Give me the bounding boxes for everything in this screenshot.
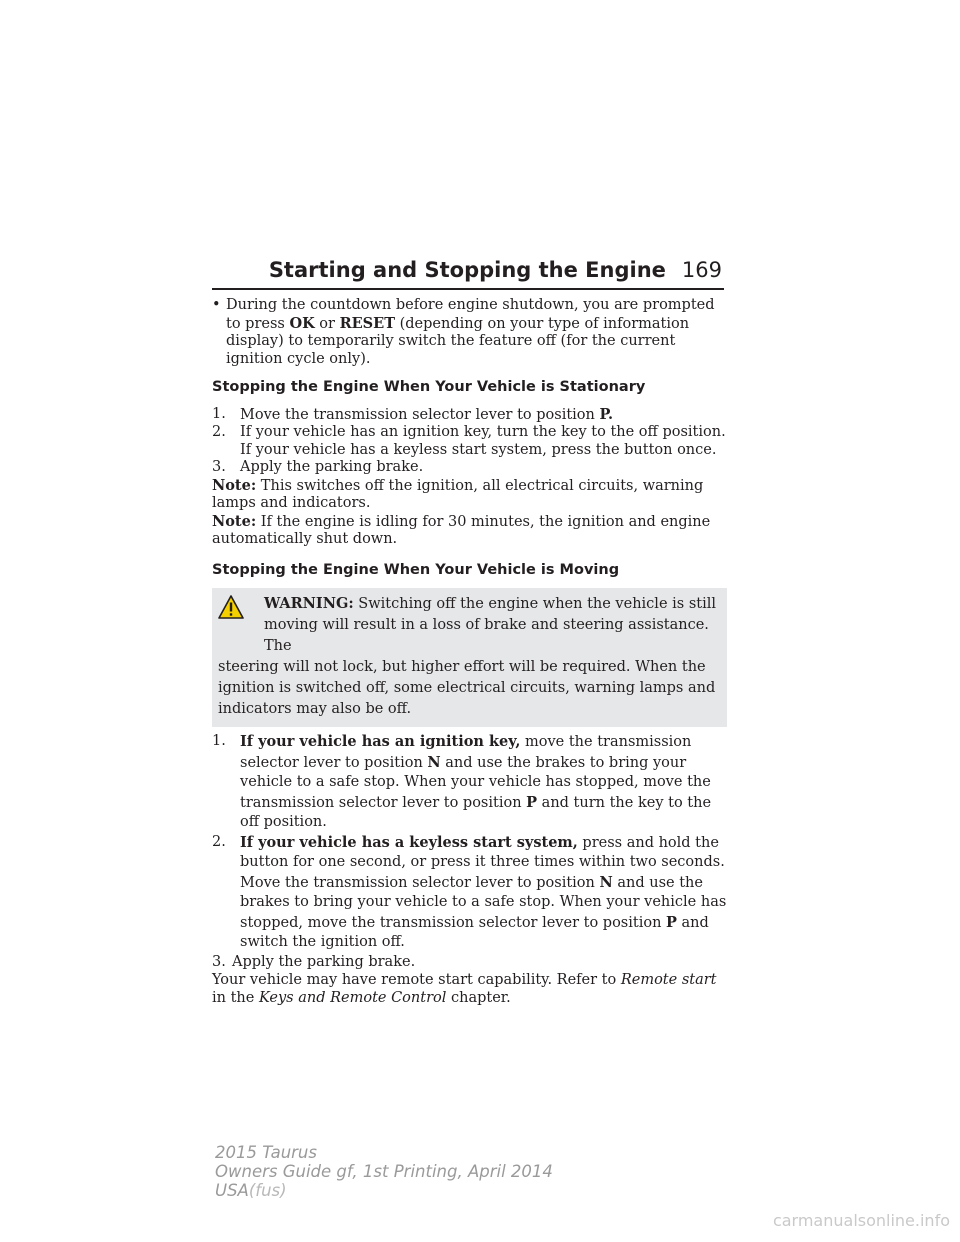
warning-first-lines — [218, 593, 719, 657]
note-label: Note: — [212, 512, 257, 530]
warning-line: moving will result in a loss of brake and steering assistance. The — [264, 617, 709, 654]
step-number: 1. — [212, 733, 226, 749]
note-label: Note: — [212, 476, 257, 494]
position-p-label: P. — [599, 405, 614, 423]
paragraph-text: Your vehicle may have remote start capability. Refer to — [212, 972, 621, 988]
warning-line: Switching off the engine when the vehicle is still — [353, 596, 716, 612]
chapter-title: Starting and Stopping the Engine — [268, 258, 666, 282]
step-text: move the transmission selector lever to position — [240, 734, 692, 771]
warning-head-text — [264, 593, 719, 657]
ok-label: OK — [289, 314, 315, 332]
warning-box — [212, 588, 727, 727]
position-p-label: P — [666, 913, 677, 931]
paragraph-text: chapter. — [446, 989, 511, 1006]
step-body — [226, 732, 727, 833]
step-text: Move the transmission selector lever to position — [240, 406, 600, 423]
step-text: and use the brakes to bring your vehicle to a safe stop. When your vehicle has stopped, move the transmission selector lever to position — [240, 874, 727, 931]
list-item — [212, 406, 727, 425]
note-text: This switches off the ignition, all electrical circuits, warning lamps and indicators. — [212, 477, 704, 511]
position-p-label: P — [526, 793, 538, 811]
list-item — [212, 833, 727, 953]
page-header — [212, 258, 722, 282]
bullet-text: During the countdown before engine shutdown, you are prompted to press — [226, 297, 715, 332]
warning-triangle-icon — [218, 593, 264, 657]
list-item — [212, 953, 727, 973]
paragraph-text: in the — [212, 989, 259, 1006]
bullet-text-end: (depending on your type of information display) to temporarily switch the feature off (for the current ignition cycle only). — [226, 315, 690, 367]
list-item — [212, 424, 727, 459]
step-text: and turn the key to the off position. — [240, 794, 712, 830]
step-number: 2. — [212, 833, 226, 850]
reset-label: RESET — [339, 314, 395, 332]
print-footer — [215, 1143, 553, 1200]
step-number: 3. — [212, 953, 226, 970]
remote-start-paragraph — [212, 972, 727, 1007]
note-ignition — [212, 477, 727, 513]
footer-model: 2015 Taurus — [215, 1143, 317, 1162]
step-text: and use the brakes to bring your vehicle to a safe stop. When your vehicle has stopped, move the transmission selector lever to position — [240, 754, 711, 811]
list-item — [212, 732, 727, 833]
footer-region: USA — [215, 1181, 249, 1200]
warning-text: steering will not lock, but higher effort will be required. When the ignition is switched off, some electrical circuits, warning lamps and indicators may also be off. — [218, 659, 716, 717]
remote-start-reference: Remote start — [620, 972, 717, 988]
bullet-dot: • — [212, 297, 221, 313]
stationary-steps — [212, 406, 727, 477]
step-number: 3. — [212, 459, 226, 475]
moving-steps — [212, 732, 727, 972]
position-n-label: N — [599, 873, 613, 891]
footer-market — [215, 1181, 553, 1200]
step-bold-lead: If your vehicle has an ignition key, — [240, 733, 521, 750]
note-idling — [212, 513, 727, 549]
step-body — [226, 833, 727, 953]
step-text: press and hold the button for one second, or press it three times within two seconds. Move the transmission selector lever to position — [240, 834, 725, 891]
note-text: If the engine is idling for 30 minutes, the ignition and engine automatically shut down. — [212, 513, 711, 547]
bullet-text-or: or — [314, 315, 340, 332]
footer-code: (fus) — [248, 1181, 287, 1200]
list-item — [212, 459, 727, 477]
step-text: If your vehicle has an ignition key, turn the key to the off position. If your vehicle has a keyless start system, press the button once. — [240, 424, 726, 458]
step-bold-lead: If your vehicle has a keyless start system, — [240, 833, 578, 851]
position-n-label: N — [427, 753, 441, 771]
page-content — [212, 297, 727, 1007]
keys-chapter-reference: Keys and Remote Control — [258, 989, 447, 1006]
site-watermark: carmanualsonline.info — [772, 1211, 950, 1230]
step-text: Apply the parking brake. — [240, 459, 424, 475]
bullet-item — [212, 297, 727, 368]
section-heading-stationary: Stopping the Engine When Your Vehicle is Stationary — [212, 379, 646, 395]
header-rule — [212, 288, 724, 290]
warning-label: WARNING: — [264, 595, 354, 612]
step-number: 1. — [212, 405, 226, 422]
footer-edition: Owners Guide gf, 1st Printing, April 2014 — [215, 1162, 553, 1181]
step-text: and switch the ignition off. — [240, 914, 709, 950]
step-text: Apply the parking brake. — [232, 953, 416, 970]
page-number: 169 — [681, 258, 722, 282]
step-number: 2. — [212, 424, 226, 440]
section-heading-moving: Stopping the Engine When Your Vehicle is Moving — [212, 561, 620, 578]
